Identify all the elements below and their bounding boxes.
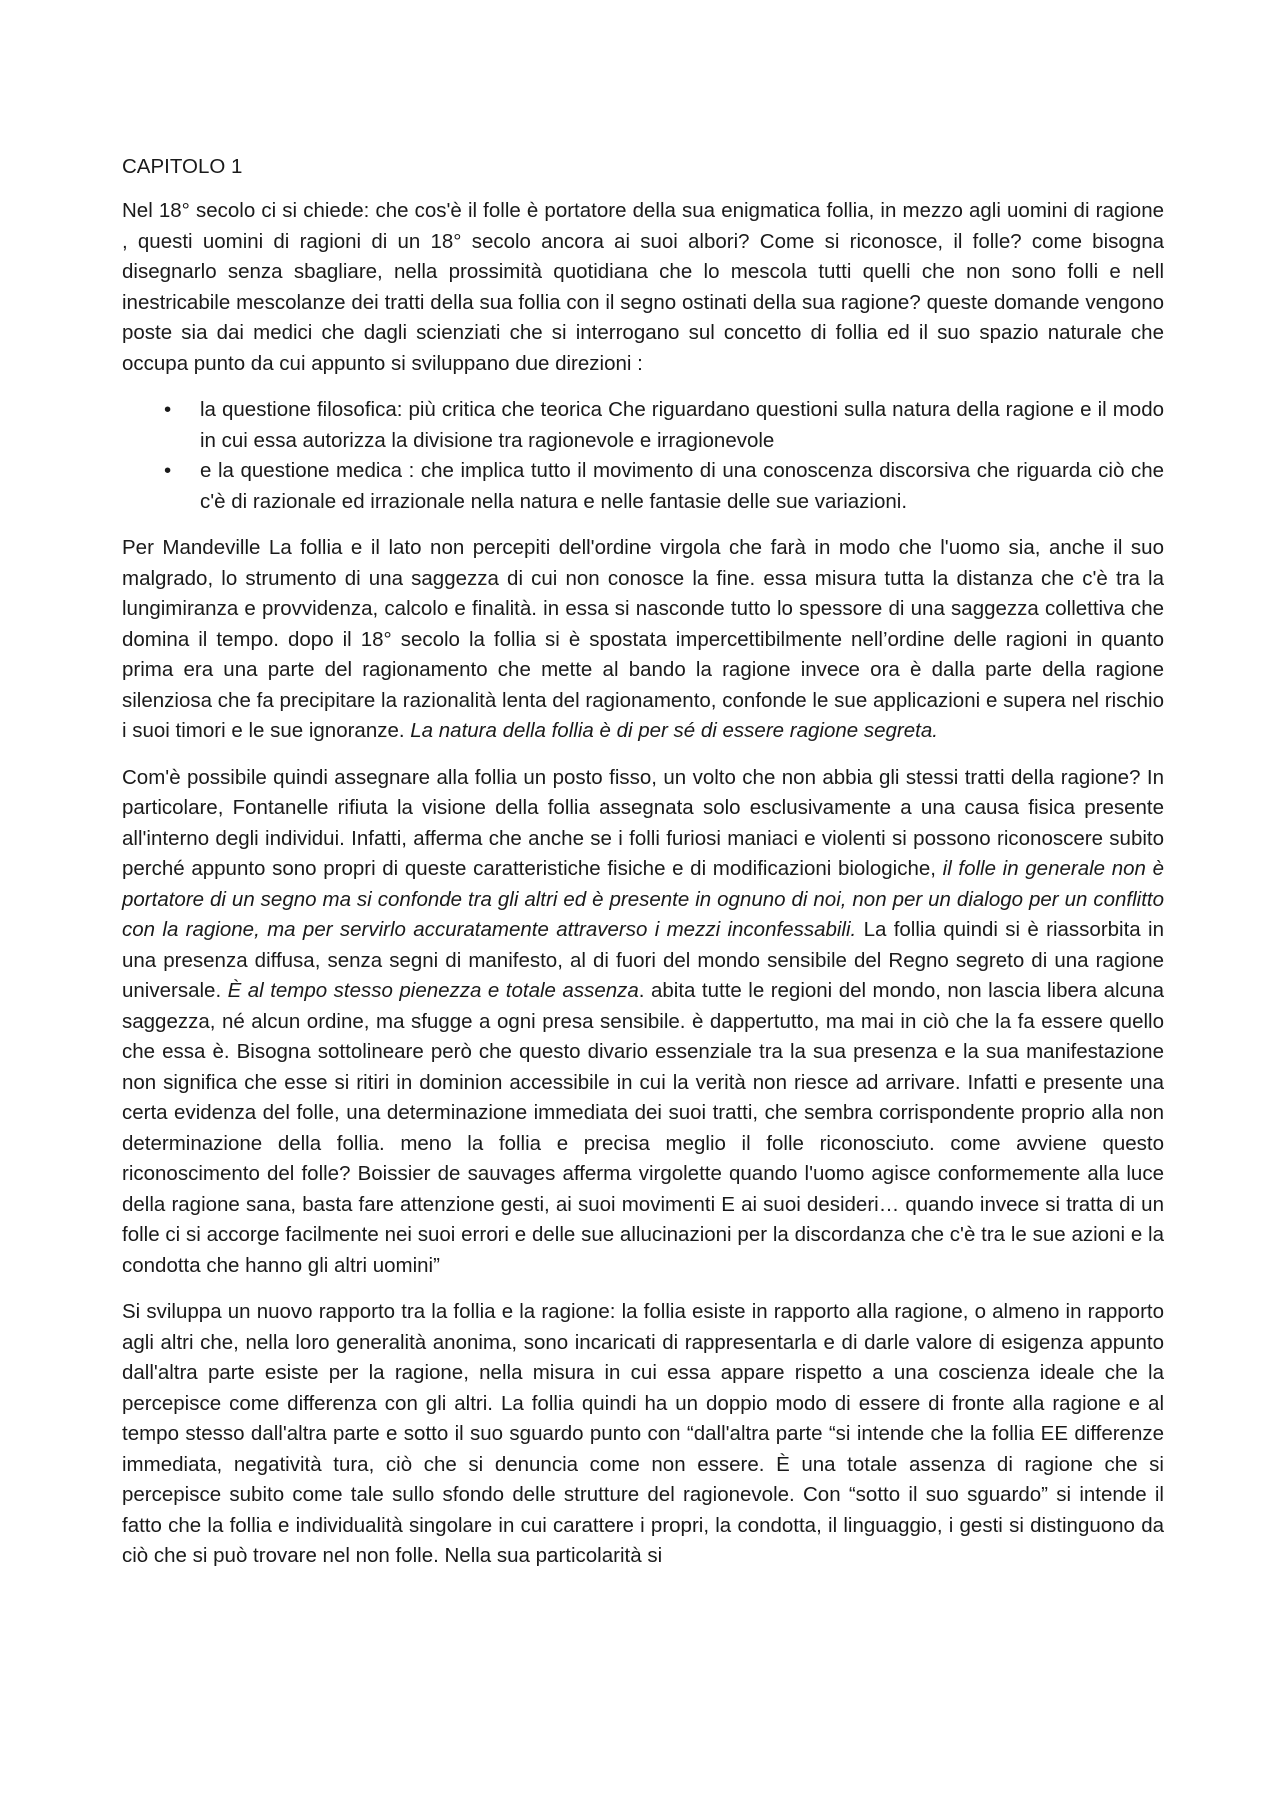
paragraph-intro xyxy=(122,196,1164,379)
chapter-title: CAPITOLO 1 xyxy=(122,155,243,178)
paragraph-fontanelle xyxy=(122,763,1164,1282)
bullet-dot: • xyxy=(164,398,172,421)
paragraph-fontanelle-text-e: . abita tutte le regioni del mondo, non lascia libera alcuna saggezza, né alcun ordine, ma sfugge a ogni presa sensibile. è dappertutto, ma mai in ciò che la fa essere quello che essa è. Bisogna sottolineare però che questo divario essenziale tra la sua presenza e la sua manifestazione non significa che esse si ritiri in dominion accessibile in cui la verità non riesce ad arrivare. Infatti e presente una certa evidenza del folle, una determinazione immediata dei suoi tratti, che sembra corrispondente proprio alla non determinazione della follia. meno la follia e precisa meglio il folle riconosciuto. come avviene questo riconoscimento del folle? Boissier de sauvages afferma virgolette quando l'uomo agisce conformemente alla luce della ragione sana, basta fare attenzione gesti, ai suoi movimenti E ai suoi desideri… quando invece si tratta di un folle ci si accorge facilmente nei suoi errori e delle sue allucinazioni per la discordanza che c'è tra le sue azioni e la condotta che hanno gli altri uomini” xyxy=(122,979,1165,1277)
paragraph-fontanelle-italic-b: il folle in generale non è portatore di un segno ma si confonde tra gli altri ed è presente in ognuno di noi, non per un dialogo per un conflitto con la ragione, ma per servirlo accuratamente attraverso i mezzi inconfessabili. xyxy=(122,857,1164,941)
paragraph-fontanelle-text-c: La follia quindi si è riassorbita in una presenza diffusa, senza segni di manifesto, al di fuori del mondo sensibile del Regno segreto di una ragione universale. xyxy=(122,918,1164,1002)
paragraph-rapporto-text: Si sviluppa un nuovo rapporto tra la follia e la ragione: la follia esiste in rapporto alla ragione, o almeno in rapporto agli altri che, nella loro generalità anonima, sono incaricati di rappresentarla e di darle valore di esigenza appunto dall'altra parte esiste per la ragione, nella misura in cui essa appare rispetto a una coscienza ideale che la percepisce come differenza con gli altri. La follia quindi ha un doppio modo di essere di fronte alla ragione e al tempo stesso dall'altra parte e sotto il suo sguardo punto con “dall'altra parte “si intende che la follia EE differenze immediata, negatività tura, ciò che si denuncia come non essere. È una totale assenza di ragione che si percepisce subito come tale sullo sfondo delle strutture del ragionevole. Con “sotto il suo sguardo” si intende il fatto che la follia e individualità singolare in cui carattere i propri, la condotta, il linguaggio, i gesti si distinguono da ciò che si può trovare nel non folle. Nella sua particolarità si xyxy=(122,1300,1164,1567)
bullet-dot: • xyxy=(164,459,172,482)
paragraph-mandeville xyxy=(122,533,1164,747)
paragraph-mandeville-text: Per Mandeville La follia e il lato non percepiti dell'ordine virgola che farà in modo che l'uomo sia, anche il suo malgrado, lo strumento di una saggezza di cui non conosce la fine. essa misura tutta la distanza che c'è tra la lungimiranza e provvidenza, calcolo e finalità. in essa si nasconde tutto lo spessore di una saggezza collettiva che domina il tempo. dopo il 18° secolo la follia si è spostata impercettibilmente nell’ordine delle ragioni in quanto prima era una parte del ragionamento che mette al bando la ragione invece ora è dalla parte della ragione silenziosa che fa precipitare la razionalità lenta del ragionamento, confonde le sue applicazioni e supera nel rischio i suoi timori e le sue ignoranze. xyxy=(122,536,1164,742)
paragraph-fontanelle-italic-d: È al tempo stesso pienezza e totale assenza xyxy=(227,979,639,1002)
paragraph-rapporto xyxy=(122,1297,1164,1572)
bullet-text: la questione filosofica: più critica che teorica Che riguardano questioni sulla natura della ragione e il modo in cui essa autorizza la divisione tra ragionevole e irragionevole xyxy=(200,398,1164,452)
paragraph-mandeville-italic: La natura della follia è di per sé di essere ragione segreta. xyxy=(410,719,938,742)
paragraph-fontanelle-text-a: Com'è possibile quindi assegnare alla follia un posto fisso, un volto che non abbia gli stessi tratti della ragione? In particolare, Fontanelle rifiuta la visione della follia assegnata solo esclusivamente a una causa fisica presente all'interno degli individui. Infatti, afferma che anche se i folli furiosi maniaci e violenti si possono riconoscere subito perché appunto sono propri di queste caratteristiche fisiche e di modificazioni biologiche, xyxy=(122,765,1164,880)
bullet-list xyxy=(122,395,1164,517)
bullet-item xyxy=(122,456,1164,517)
bullet-item xyxy=(122,395,1164,456)
paragraph-intro-text: Nel 18° secolo ci si chiede: che cos'è il folle è portatore della sua enigmatica follia, in mezzo agli uomini di ragione , questi uomini di ragioni di un 18° secolo ancora ai suoi albori? Come si riconosce, il folle? come bisogna disegnarlo senza sbagliare, nella prossimità quotidiana che lo mescola tutti quelli che non sono folli e nell inestricabile mescolanze dei tratti della sua follia con il segno ostinati della sua ragione? queste domande vengono poste sia dai medici che dagli scienziati che si interrogano sul concetto di follia ed il suo spazio naturale che occupa punto da cui appunto si sviluppano due direzioni : xyxy=(122,199,1164,375)
document-page xyxy=(122,152,1164,1588)
bullet-text: e la questione medica : che implica tutto il movimento di una conoscenza discorsiva che riguarda ciò che c'è di razionale ed irrazionale nella natura e nelle fantasie delle sue variazioni. xyxy=(200,459,1164,513)
